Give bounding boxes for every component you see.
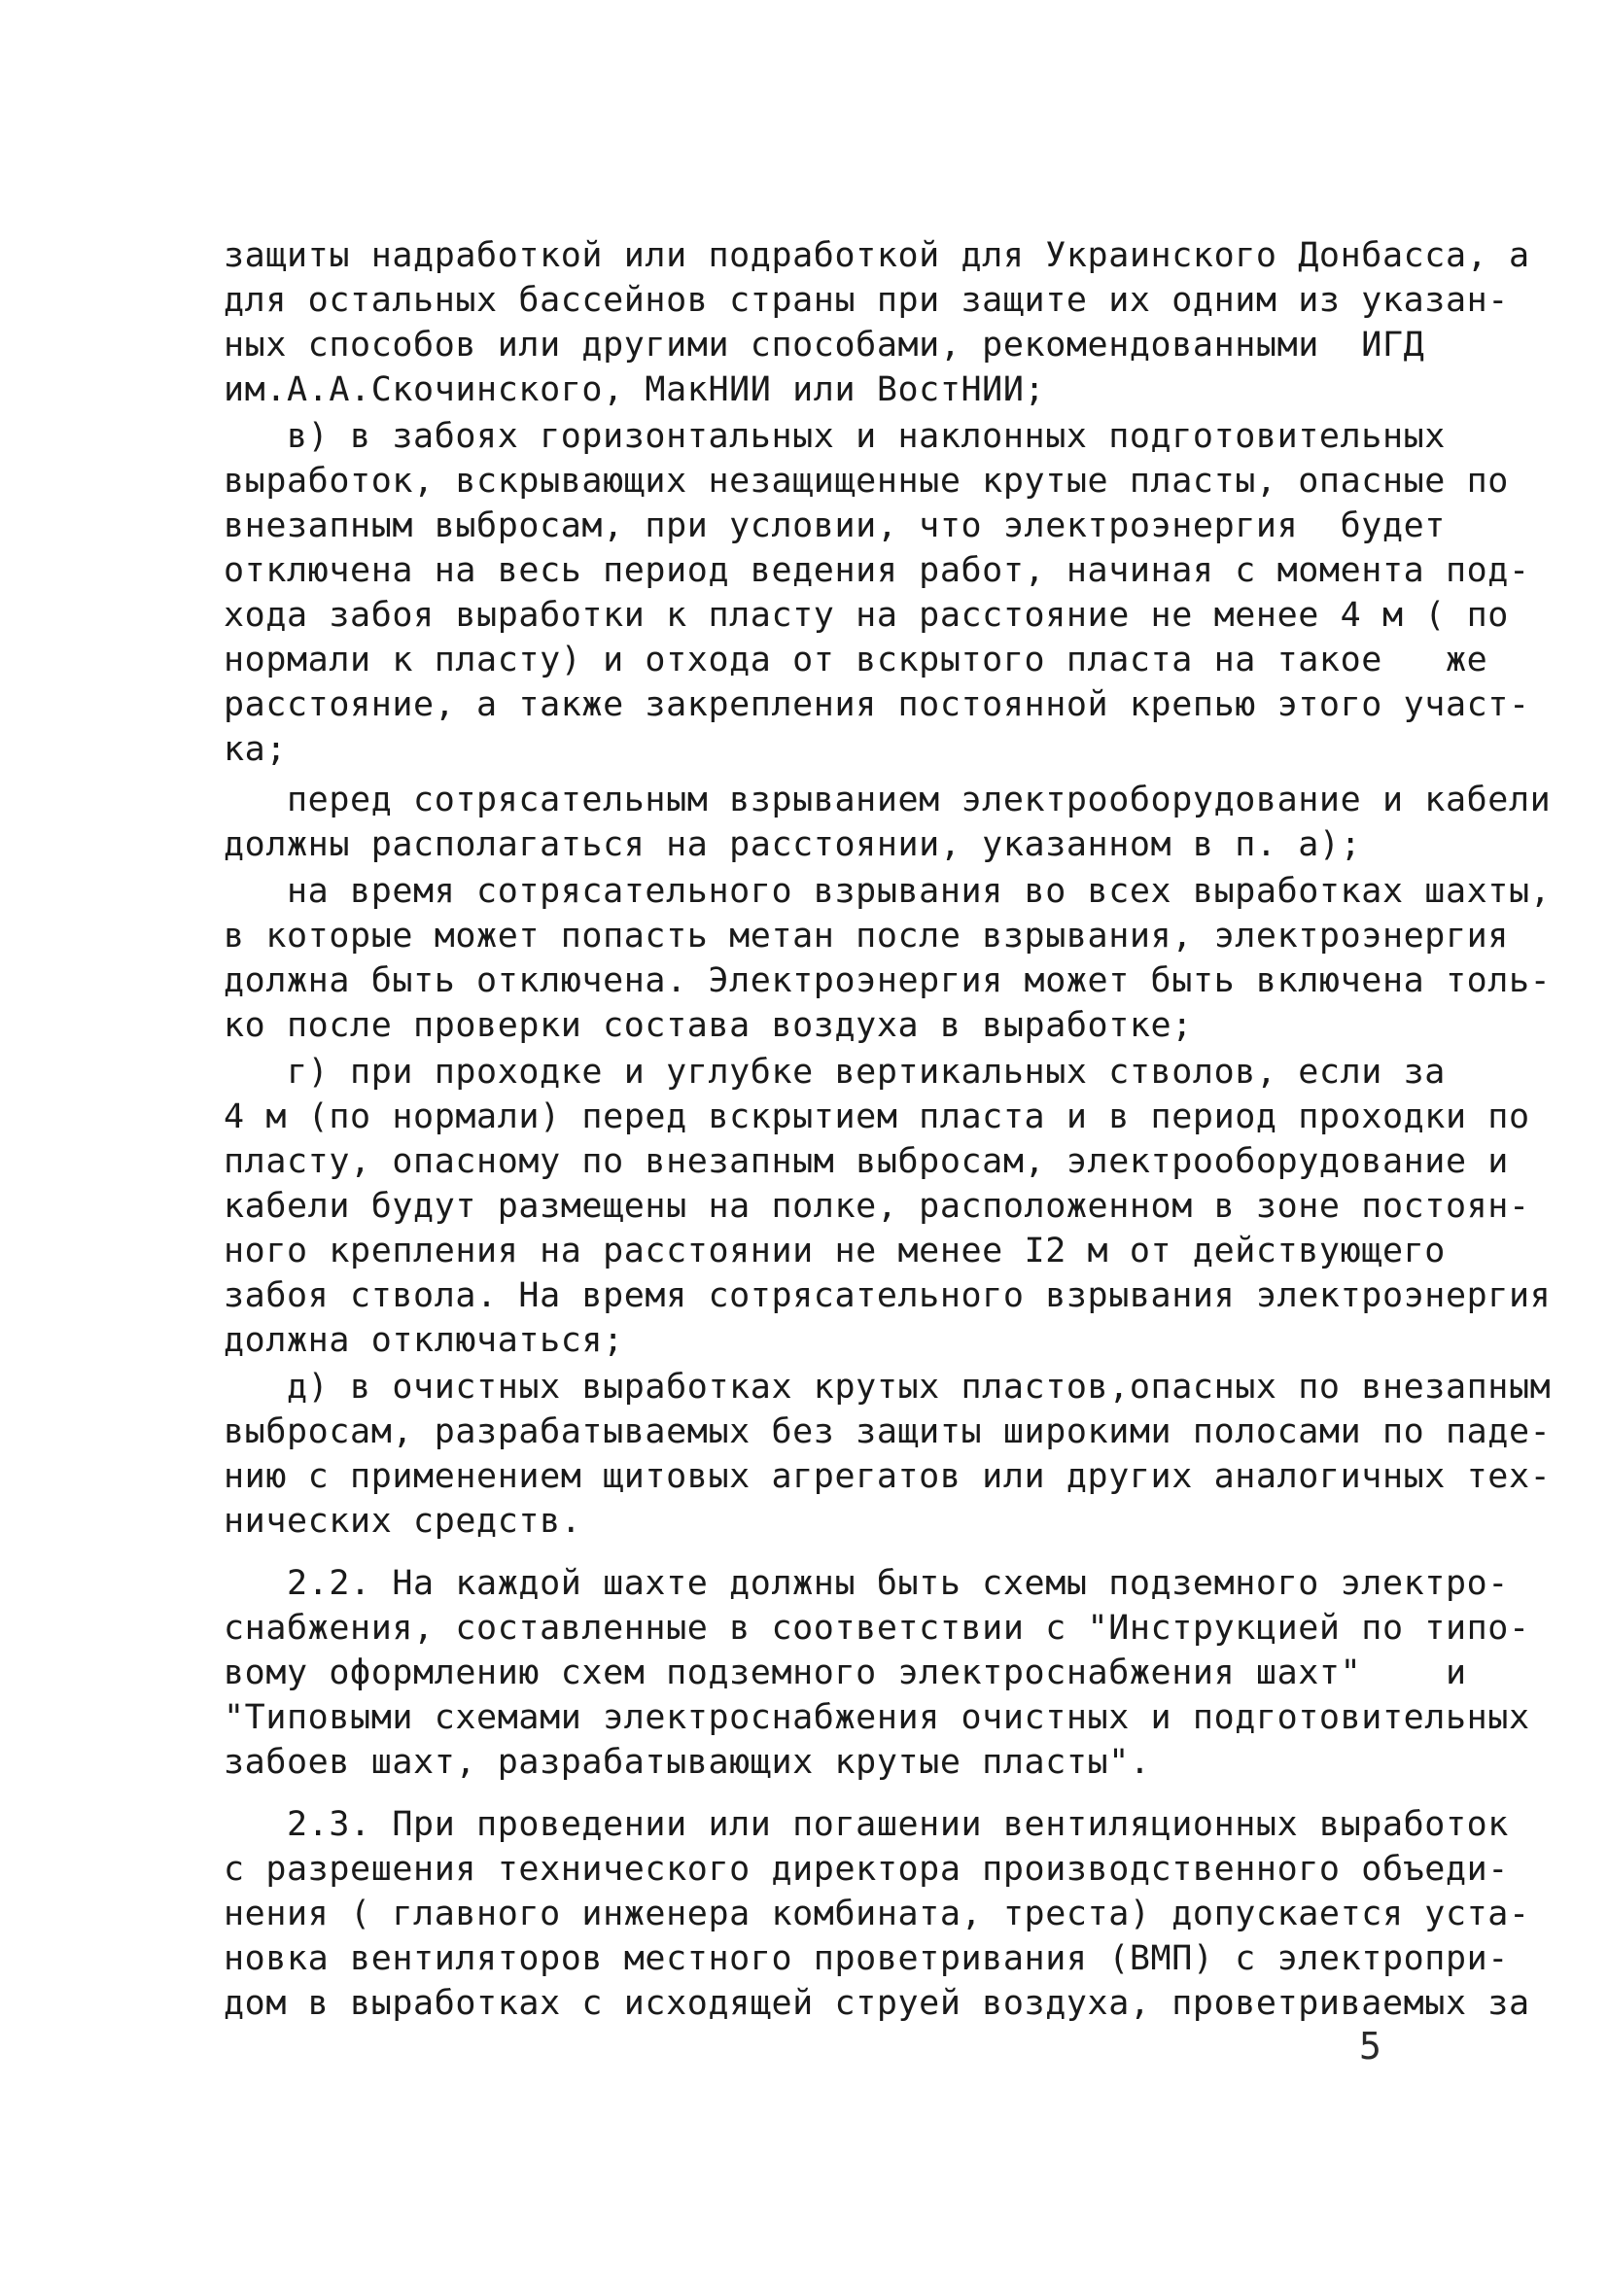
text-line: забоя ствола. На время сотрясательного взрывания электроэнергия <box>224 1276 1552 1315</box>
text-line: "Типовыми схемами электроснабжения очистных и подготовительных <box>224 1698 1530 1737</box>
text-line: снабжения, составленные в соответствии с "Инструкцией по типо- <box>224 1609 1530 1648</box>
text-line: выбросам, разрабатываемых без защиты широкими полосами по паде- <box>224 1412 1552 1451</box>
text-line: г) при проходке и углубке вертикальных стволов, если за <box>224 1053 1446 1092</box>
text-line: расстояние, а также закрепления постоянной крепью этого участ- <box>224 685 1530 724</box>
text-line: нию с применением щитовых агрегатов или других аналогичных тех- <box>224 1457 1552 1496</box>
text-line: ко после проверки состава воздуха в выработке; <box>224 1006 1193 1045</box>
text-line: защиты надработкой или подработкой для Украинского Донбасса, а <box>224 236 1530 275</box>
text-line: для остальных бассейнов страны при защите их одним из указан- <box>224 281 1509 320</box>
text-line: пласту, опасному по внезапным выбросам, электрооборудование и <box>224 1142 1509 1181</box>
text-line: 2.2. На каждой шахте должны быть схемы подземного электро- <box>224 1564 1509 1603</box>
text-line: ного крепления на расстоянии не менее I2 м от действующего <box>224 1232 1446 1270</box>
text-line: д) в очистных выработках крутых пластов,опасных по внезапным <box>224 1368 1552 1407</box>
text-line: ка; <box>224 730 288 769</box>
text-line: перед сотрясательным взрыванием электрооборудование и кабели <box>224 781 1552 819</box>
text-line: 4 м (по нормали) перед вскрытием пласта и в период проходки по <box>224 1097 1530 1136</box>
text-line: в которые может попасть метан после взрывания, электроэнергия <box>224 917 1509 956</box>
text-line: нения ( главного инженера комбината, треста) допускается уста- <box>224 1895 1530 1933</box>
text-line: дом в выработках с исходящей струей воздуха, проветриваемых за <box>224 1984 1530 2023</box>
text-line: выработок, вскрывающих незащищенные крутые пласты, опасные по <box>224 462 1509 501</box>
text-line: должны располагаться на расстоянии, указанном в п. а); <box>224 825 1362 864</box>
text-line: отключена на весь период ведения работ, начиная с момента под- <box>224 551 1530 590</box>
text-line: забоев шахт, разрабатывающих крутые пласты". <box>224 1743 1151 1782</box>
text-line: вому оформлению схем подземного электроснабжения шахт" и <box>224 1653 1467 1692</box>
text-line: новка вентиляторов местного проветривания (ВМП) с электропри- <box>224 1939 1509 1978</box>
text-line: внезапным выбросам, при условии, что электроэнергия будет <box>224 506 1446 545</box>
text-line: должна отключаться; <box>224 1321 624 1360</box>
text-line: с разрешения технического директора производственного объеди- <box>224 1850 1509 1889</box>
text-line: кабели будут размещены на полке, расположенном в зоне постоян- <box>224 1187 1530 1226</box>
text-line: должна быть отключена. Электроэнергия может быть включена толь- <box>224 961 1552 1000</box>
text-line: 2.3. При проведении или погашении вентиляционных выработок <box>224 1805 1509 1844</box>
page-number: 5 <box>1359 2025 1381 2068</box>
text-line: хода забоя выработки к пласту на расстояние не менее 4 м ( по <box>224 596 1509 635</box>
text-line: в) в забоях горизонтальных и наклонных подготовительных <box>224 417 1446 456</box>
text-line: ных способов или другими способами, рекомендованными ИГД <box>224 326 1425 365</box>
text-line: нормали к пласту) и отхода от вскрытого пласта на такое же <box>224 641 1488 679</box>
text-line: нических средств. <box>224 1502 582 1541</box>
text-line: им.А.А.Скочинского, МакНИИ или ВостНИИ; <box>224 370 1046 409</box>
text-line: на время сотрясательного взрывания во всех выработках шахты, <box>224 872 1552 911</box>
